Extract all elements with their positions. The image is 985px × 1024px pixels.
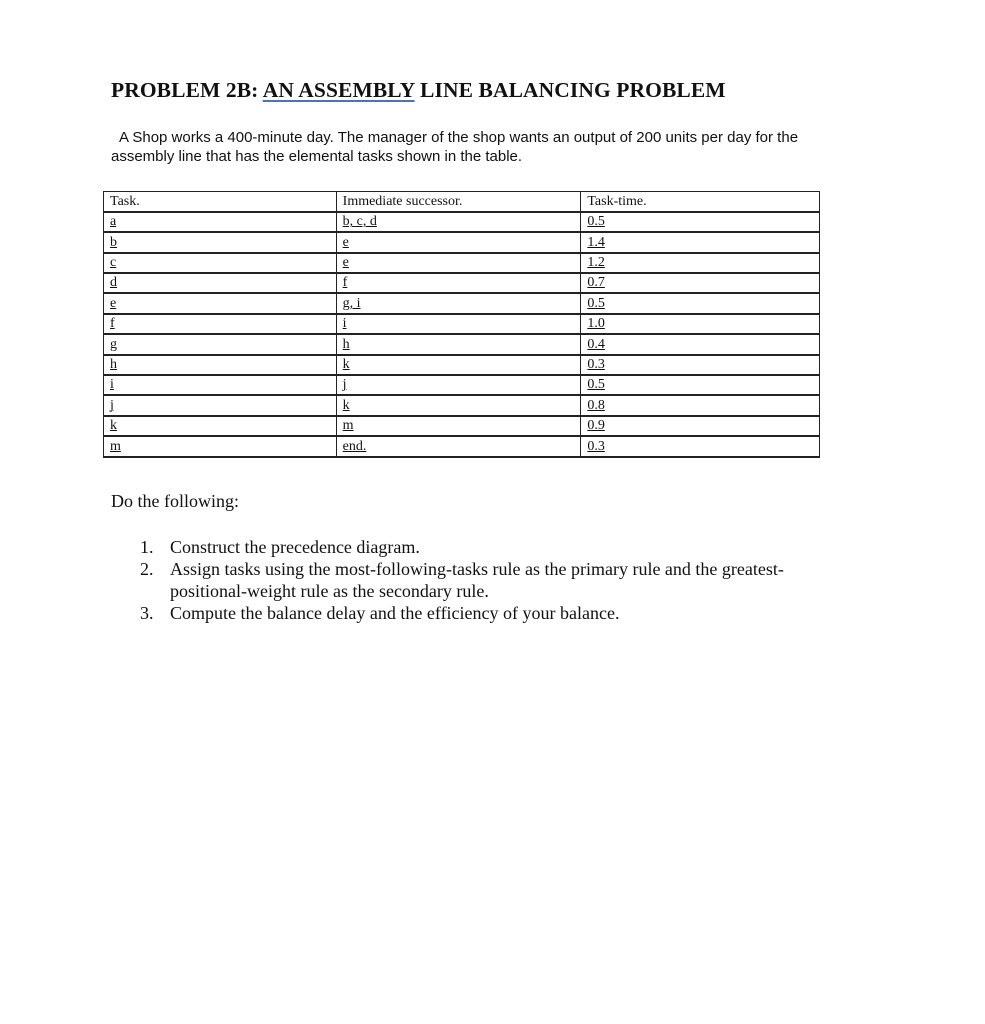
cell-successor-text: e bbox=[342, 255, 349, 271]
cell-task bbox=[104, 355, 337, 375]
instructions-list bbox=[140, 536, 860, 624]
cell-successor-text: i bbox=[342, 316, 347, 332]
cell-task bbox=[104, 253, 337, 273]
cell-successor bbox=[336, 293, 581, 313]
step-text: Compute the balance delay and the efficiency of your balance. bbox=[170, 603, 620, 623]
cell-task-text: j bbox=[110, 397, 114, 413]
table-row bbox=[104, 293, 820, 313]
cell-time-text: 0.5 bbox=[587, 295, 605, 311]
table-row bbox=[104, 232, 820, 252]
cell-time bbox=[581, 375, 820, 395]
cell-time-text: 0.9 bbox=[587, 418, 605, 434]
instruction-step bbox=[140, 558, 860, 602]
cell-successor bbox=[336, 232, 581, 252]
cell-time bbox=[581, 355, 820, 375]
title-underlined-text: AN ASSEMBLY bbox=[262, 78, 415, 102]
cell-task bbox=[104, 212, 337, 232]
cell-successor-text: f bbox=[342, 275, 348, 291]
cell-time bbox=[581, 314, 820, 334]
cell-successor bbox=[336, 395, 581, 415]
cell-successor bbox=[336, 416, 581, 436]
cell-task-text: b bbox=[110, 234, 117, 250]
cell-time-text: 1.0 bbox=[587, 316, 605, 332]
cell-successor-text: k bbox=[342, 357, 350, 373]
cell-successor-text: b, c, d bbox=[342, 214, 377, 230]
cell-time bbox=[581, 232, 820, 252]
step-number: 1. bbox=[140, 537, 154, 557]
cell-successor-text: k bbox=[342, 397, 350, 413]
cell-task-text: k bbox=[110, 418, 117, 434]
table-row bbox=[104, 334, 820, 354]
instructions-heading: Do the following: bbox=[111, 491, 239, 511]
table-row bbox=[104, 253, 820, 273]
cell-successor-text: end. bbox=[342, 438, 367, 454]
cell-task-text: i bbox=[110, 377, 114, 393]
intro-line-1: A Shop works a 400-minute day. The manager of the shop wants an output of 200 units per day for the bbox=[119, 129, 799, 146]
cell-time-text: 0.3 bbox=[587, 357, 605, 373]
step-text: Construct the precedence diagram. bbox=[170, 537, 420, 557]
cell-successor bbox=[336, 355, 581, 375]
cell-time-text: 0.4 bbox=[587, 336, 605, 352]
step-number: 3. bbox=[140, 603, 154, 623]
cell-task-text: g bbox=[110, 336, 117, 352]
cell-task bbox=[104, 395, 337, 415]
cell-time-text: 0.5 bbox=[587, 377, 605, 393]
cell-task bbox=[104, 232, 337, 252]
header-task: Task. bbox=[104, 192, 337, 212]
header-task-time: Task-time. bbox=[581, 192, 820, 212]
table-row bbox=[104, 314, 820, 334]
table-row bbox=[104, 375, 820, 395]
cell-task bbox=[104, 273, 337, 293]
task-table-body bbox=[104, 212, 820, 457]
intro-line-2: assembly line that has the elemental tasks shown in the table. bbox=[111, 148, 523, 165]
problem-title bbox=[111, 78, 726, 103]
cell-task-text: d bbox=[110, 275, 117, 291]
cell-task bbox=[104, 314, 337, 334]
cell-task bbox=[104, 436, 337, 456]
cell-successor-text: e bbox=[342, 234, 349, 250]
cell-successor-text: j bbox=[342, 377, 347, 393]
cell-time bbox=[581, 253, 820, 273]
instruction-step bbox=[140, 536, 860, 558]
cell-time-text: 1.4 bbox=[587, 234, 605, 250]
cell-time bbox=[581, 334, 820, 354]
cell-task bbox=[104, 375, 337, 395]
table-row bbox=[104, 395, 820, 415]
cell-successor bbox=[336, 436, 581, 456]
cell-time-text: 0.3 bbox=[587, 438, 605, 454]
step-number: 2. bbox=[140, 559, 154, 579]
cell-task-text: h bbox=[110, 357, 117, 373]
table-row bbox=[104, 212, 820, 232]
cell-successor-text: g, i bbox=[342, 295, 361, 311]
cell-task-text: a bbox=[110, 214, 117, 230]
cell-time bbox=[581, 212, 820, 232]
cell-task-text: m bbox=[110, 438, 121, 454]
cell-task bbox=[104, 293, 337, 313]
cell-task-text: e bbox=[110, 295, 117, 311]
cell-task-text: c bbox=[110, 255, 117, 271]
cell-task bbox=[104, 334, 337, 354]
cell-successor bbox=[336, 212, 581, 232]
cell-time-text: 1.2 bbox=[587, 255, 605, 271]
step-text: Assign tasks using the most-following-tasks rule as the primary rule and the greatest-positional-weight rule as the secondary rule. bbox=[170, 559, 784, 601]
task-table bbox=[103, 191, 820, 458]
cell-successor bbox=[336, 273, 581, 293]
table-header-row bbox=[104, 192, 820, 212]
cell-time bbox=[581, 416, 820, 436]
cell-time-text: 0.7 bbox=[587, 275, 605, 291]
title-suffix: LINE BALANCING PROBLEM bbox=[414, 78, 726, 102]
table-row bbox=[104, 416, 820, 436]
table-row bbox=[104, 273, 820, 293]
cell-successor bbox=[336, 253, 581, 273]
cell-successor bbox=[336, 375, 581, 395]
cell-time bbox=[581, 395, 820, 415]
table-row bbox=[104, 436, 820, 456]
table-row bbox=[104, 355, 820, 375]
cell-time-text: 0.8 bbox=[587, 397, 605, 413]
cell-successor-text: m bbox=[342, 418, 354, 434]
cell-time-text: 0.5 bbox=[587, 214, 605, 230]
cell-successor-text: h bbox=[342, 336, 350, 352]
problem-intro bbox=[111, 128, 871, 166]
cell-task bbox=[104, 416, 337, 436]
cell-time bbox=[581, 436, 820, 456]
cell-time bbox=[581, 273, 820, 293]
cell-successor bbox=[336, 314, 581, 334]
cell-time bbox=[581, 293, 820, 313]
cell-task-text: f bbox=[110, 316, 115, 332]
header-immediate-successor: Immediate successor. bbox=[336, 192, 581, 212]
cell-successor bbox=[336, 334, 581, 354]
title-prefix: PROBLEM 2B: bbox=[111, 78, 263, 102]
instruction-step bbox=[140, 602, 860, 624]
